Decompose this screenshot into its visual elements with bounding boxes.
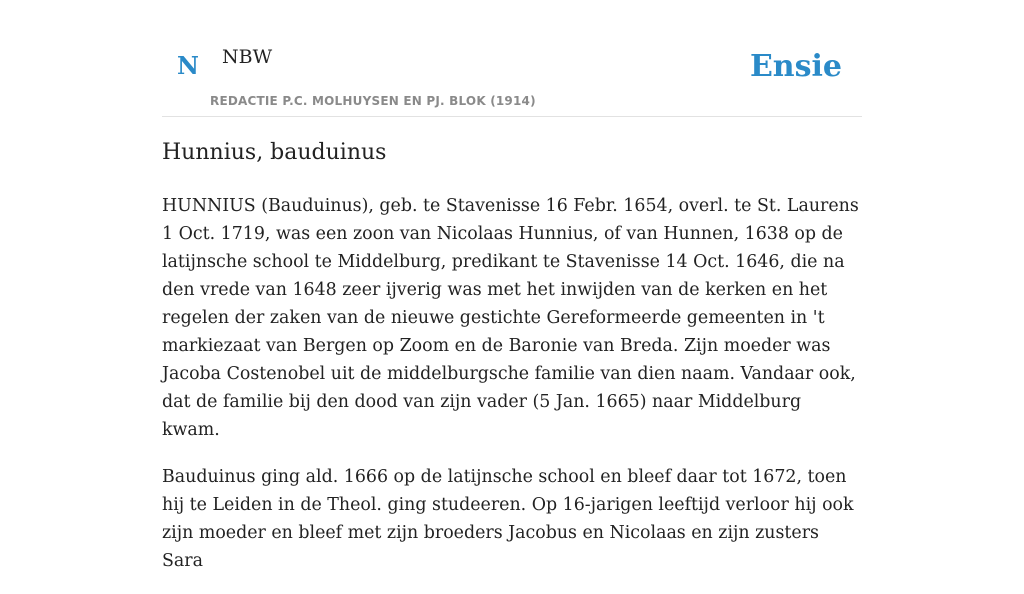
article-title: Hunnius, bauduinus (162, 140, 387, 165)
page (162, 0, 862, 571)
source-logo[interactable]: N (177, 51, 199, 80)
source-subtitle: REDACTIE P.C. MOLHUYSEN EN PJ. BLOK (1914) (210, 94, 536, 108)
article-body (162, 192, 862, 594)
article-paragraph: HUNNIUS (Bauduinus), geb. te Stavenisse 16 Febr. 1654, overl. te St. Laurens 1 Oct. 1719, was een zoon van Nicolaas Hunnius, of van Hunnen, 1638 op de latijnsche school te Middelburg, predikant te Stavenisse 14 Oct. 1646, die na den vrede van 1648 zeer ijverig was met het inwijden van de kerken en het regelen der zaken van de nieuwe gestichte Gereformeerde gemeenten in 't markiezaat van Bergen op Zoom en de Baronie van Breda. Zijn moeder was Jacoba Costenobel uit de middelburgsche familie van dien naam. Vandaar ook, dat de familie bij den dood van zijn vader (5 Jan. 1665) naar Middelburg kwam. (162, 196, 859, 440)
source-name-link[interactable]: NBW (222, 46, 273, 68)
article-paragraph: Bauduinus ging ald. 1666 op de latijnsche school en bleef daar tot 1672, toen hij te Leiden in de Theol. ging studeeren. Op 16-jarigen leeftijd verloor hij ook zijn moeder en bleef met zijn broeders Jacobus en Nicolaas en zijn zusters Sara (162, 467, 854, 571)
ensie-logo-link[interactable]: Ensie (749, 49, 842, 84)
source-header (162, 0, 862, 117)
